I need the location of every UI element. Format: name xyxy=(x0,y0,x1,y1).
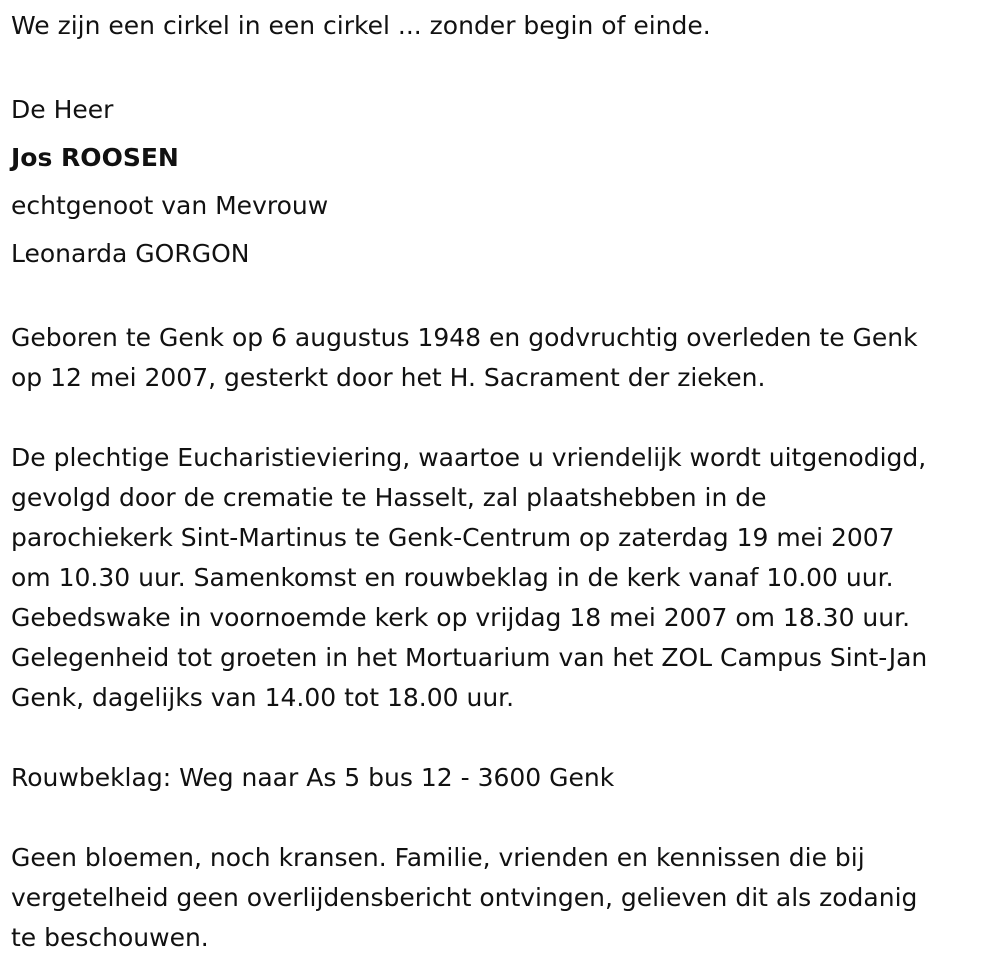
ceremony-line: Gelegenheid tot groeten in het Mortuarium van het ZOL Campus Sint-Jan xyxy=(11,643,928,672)
obituary-document xyxy=(11,6,996,958)
closing-line: vergetelheid geen overlijdensbericht ontvingen, gelieven dit als zodanig xyxy=(11,883,918,912)
spouse-line-1: echtgenoot van Mevrouw xyxy=(11,191,329,220)
spacer xyxy=(11,798,996,838)
motto: We zijn een cirkel in een cirkel ... zonder begin of einde. xyxy=(11,11,711,40)
ceremony-line: Gebedswake in voornoemde kerk op vrijdag 18 mei 2007 om 18.30 uur. xyxy=(11,603,911,632)
birth-death-line: Geboren te Genk op 6 augustus 1948 en godvruchtig overleden te Genk xyxy=(11,323,918,352)
ceremony-line: parochiekerk Sint-Martinus te Genk-Centrum op zaterdag 19 mei 2007 xyxy=(11,523,895,552)
spacer xyxy=(11,398,996,438)
ceremony-line: om 10.30 uur. Samenkomst en rouwbeklag in de kerk vanaf 10.00 uur. xyxy=(11,563,894,592)
ceremony-line: gevolgd door de crematie te Hasselt, zal plaatshebben in de xyxy=(11,483,767,512)
condolence-address: Rouwbeklag: Weg naar As 5 bus 12 - 3600 Genk xyxy=(11,763,615,792)
closing-line: te beschouwen. xyxy=(11,923,209,952)
ceremony-line: De plechtige Eucharistieviering, waartoe u vriendelijk wordt uitgenodigd, xyxy=(11,443,927,472)
spacer xyxy=(11,718,996,758)
salutation: De Heer xyxy=(11,95,114,124)
ceremony-line: Genk, dagelijks van 14.00 tot 18.00 uur. xyxy=(11,683,515,712)
deceased-name: Jos ROOSEN xyxy=(11,143,179,172)
birth-death-line: op 12 mei 2007, gesterkt door het H. Sacrament der zieken. xyxy=(11,363,766,392)
spacer xyxy=(11,278,996,318)
spacer xyxy=(11,46,996,86)
spouse-line-2: Leonarda GORGON xyxy=(11,239,250,268)
closing-line: Geen bloemen, noch kransen. Familie, vrienden en kennissen die bij xyxy=(11,843,865,872)
